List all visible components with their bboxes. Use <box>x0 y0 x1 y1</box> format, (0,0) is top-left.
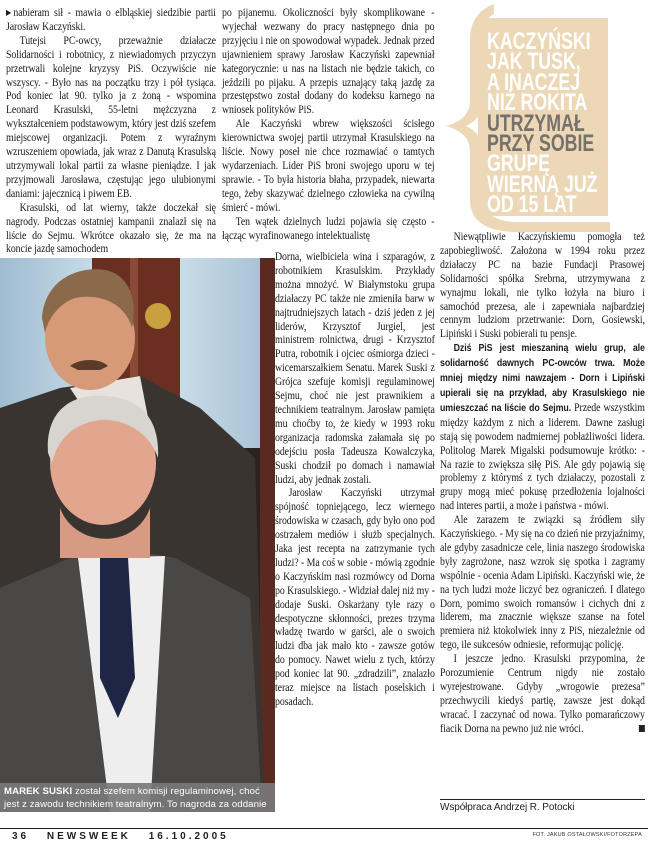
paragraph: Tutejsi PC-owcy, przeważnie działacze Solidarności i robotnicy, z niewiadomych przyczyn przetrwali kolejne kryzysy PiS. Oczywiście nie wszyscy. - Było nas na początku trzy i pół tysiąca. Pod koniec lat 90. tylko ja z żoną - wspomina Leonard Krasulski, 55-letni mężczyzna z wykształceniem podstawowym, który jest dziś szefem miejscowej organizacji. Potem z wyraźnym wzruszeniem opowiada, jak wraz z Danutą Krasulską utrzymywali lokal partii za własne pieniądze. I jak przyjmowali Jarosława, częstując jego ulubionymi daniami: jajecznicą i piwem EB. <box>6 33 216 200</box>
paragraph: Niewątpliwie Kaczyńskiemu pomogła też zapobiegliwość. Założona w 1994 roku przez działaczy PC na bazie Fundacji Prasowej Solidarności spółka Srebrna, utrzymywana z wynajmu lokali, nie tylko łożyła na biuro i samochód prezesa, ale i zapewniała najbardziej cennym ludziom przetrwanie: Dorn, Gosiewski, Lipiński i Suski pobierali tu pensje. <box>440 230 645 341</box>
photo-caption: MAREK SUSKI został szefem komisji regulaminowej, choć jest z zawodu technikiem teatralnym. To nagroda za oddanie <box>0 783 275 812</box>
footer-divider <box>0 828 648 829</box>
paragraph: Dziś PiS jest mieszaniną wielu grup, ale solidarność dawnych PC-owców trwa. Może mniej między nimi nawzajem - Dorn i Lipiński upierali się na przykład, aby Krasulskiego nie umieszczać na liście do Sejmu. Przede wszystkim między każdym z nich a liderem. Dawne zasługi stają się powodem nadmiernej pobłażliwości lidera. Politolog Marek Migalski podsumowuje krótko: - Na razie to zwiększa siłę PiS. Ale gdy pojawią się problemy z którymś z tych działaczy, pozostali z grupy mogą mieć pokusę przedłożenia lojalności nad interes partii, a może i państwa - mówi. <box>440 343 645 513</box>
article-column-middle-top <box>222 6 435 242</box>
paragraph: Krasulski, od lat wierny, także doczekał się nagrody. Podczas ostatniej kampanii znalazł się na liście do Sejmu. Wkrótce okazało się, że ma na koncie jazdę samochodem <box>6 200 216 256</box>
article-column-right <box>440 230 645 736</box>
paragraph: ▶nabieram sił - mawia o elbląskiej siedzibie partii Jarosław Kaczyński. <box>6 6 216 33</box>
pull-quote: KACZYŃSKI JAK TUSK, A INACZEJ NIŻ ROKITA UTRZYMAŁ PRZY SOBIE GRUPĘ WIERNĄ JUŻ OD 15 LAT <box>487 28 598 219</box>
article-column-left <box>6 6 216 256</box>
paragraph: Ale Kaczyński wbrew większości ścisłego kierownictwa swojej partii utrzymał Krasulskiego na liście. Nowy poseł nie chce rozmawiać o tamtych wydarzeniach. Lider PiS broni swojego uporu w tej sprawie. - To była historia błaha, przypadek, niewarta tego, żeby skazywać dzielnego człowieka na cywilną śmierć - mówi. <box>222 117 435 214</box>
divider <box>440 799 645 800</box>
end-of-article-square-icon <box>639 725 645 732</box>
paragraph: Ale zarazem te związki są źródłem siły Kaczyńskiego. - My się na co dzień nie przyjaźnimy, ale gdyby zasadnicze cele, linia naszego środowiska były zagrożone, nasz wzrok się spotka i zagramy wspólnie - ocenia Adam Lipiński. Kaczyński wie, że na tych ludzi może liczyć bez ograniczeń. I dlatego Dorn, pomimo swoich romansów i cichych dni z liderem, ma znacznie większe szanse na fotel premiera niż ktokolwiek inny z PiS, niezależnie od tego, ile sukcesów odniesie, reformując policję. <box>440 513 645 652</box>
magazine-name: NEWSWEEK <box>46 831 131 842</box>
article-column-middle-bottom <box>275 250 435 709</box>
continuation-arrow-icon: ▶ <box>6 8 14 17</box>
issue-date: 16.10.2005 <box>148 831 229 842</box>
photo-marek-suski-jaroslaw-kaczynski <box>0 258 275 812</box>
paragraph: Jarosław Kaczyński utrzymał spójność topniejącego, lecz wiernego środowiska w czasach, gdy było ono pod ostrzałem mediów i służb specjalnych. Jaka jest recepta na zatrzymanie tych ludzi? - Ma coś w sobie - mówią zgodnie o Kaczyńskim nasi rozmówcy od Dorna po Krasulskiego. - Widział dalej niż my - dodaje Suski. Oskarżany tyle razy o despotyczne skłonności, prezes trzyma władzę twardo w garści, ale o swoich ludzi dba jak mało kto - zawsze gotów do pomocy. Nawet wielu z tych, którzy pod koniec lat 90. „zdradzili”, znalazło teraz miejsce na listach poselskich i posadach. <box>275 486 435 708</box>
paragraph: I jeszcze jedno. Krasulski przypomina, że Porozumienie Centrum nigdy nie zostało wyrejestrowane. Gdyby „wrogowie prezesa” przechwycili kiedyś partię, zawsze jest dokąd wracać. I zaczynać od nowa. Tylko pomarańczowy fiacik Dorna na pewno już nie wróci. <box>440 652 645 735</box>
paragraph: Ten wątek dzielnych ludzi pojawia się często - łącząc wyrafinowanego intelektualistę <box>222 214 435 242</box>
paragraph: po pijanemu. Okoliczności były skomplikowane - wyjechał wezwany do pracy następnego dnia po przyjęciu i nie on spowodował wypadek. Jednak przed ujawnieniem sprawy Jarosław Kaczyński zapewniał kategorycznie: u nas na listach nie będzie takich, co jeździli po pijaku. A przepis uznający taką jazdę za przestępstwo został dodany do kodeksu karnego na wniosek polityków PiS. <box>222 6 435 117</box>
photo-credit: FOT. JAKUB OSTAŁOWSKI/FOTORZEPA <box>532 832 642 838</box>
bold-lead: Dziś PiS jest mieszaniną wielu grup, ale solidarność dawnych PC-owców trwa. Może mniej między nimi nawzajem - Dorn i Lipiński upierali się na przykład, aby Krasulskiego nie umieszczać na liście do Sejmu. <box>440 343 645 414</box>
contributor-credit: Współpraca Andrzej R. Potocki <box>440 802 575 813</box>
page-footer <box>12 831 241 842</box>
paragraph: Dorna, wielbiciela wina i szparagów, z robotnikiem Krasulskim. Przykłady można mnożyć. W Białymstoku grupa działaczy PC także nie zmieniła barw w najtrudniejszych latach - dziś jeden z jej liderów, Krzysztof Jurgiel, jest ministrem rolnictwa, drugi - Krzysztof Putra, robotnik i ojciec ośmiorga dzieci - wicemarszałkiem Senatu. Marek Suski z Grójca szefuje komisji regulaminowej Sejmu, choć nie jest prawnikiem a technikiem teatralnym. Jarosław pamięta mu choćby to, że kiedy w 1993 roku organizacja radomska załamała się po odejściu posła Tadeusza Kowalczyka, Suski chodził po domach i namawiał ludzi, aby jednak zostali. <box>275 250 435 486</box>
page-number: 36 <box>12 831 30 842</box>
